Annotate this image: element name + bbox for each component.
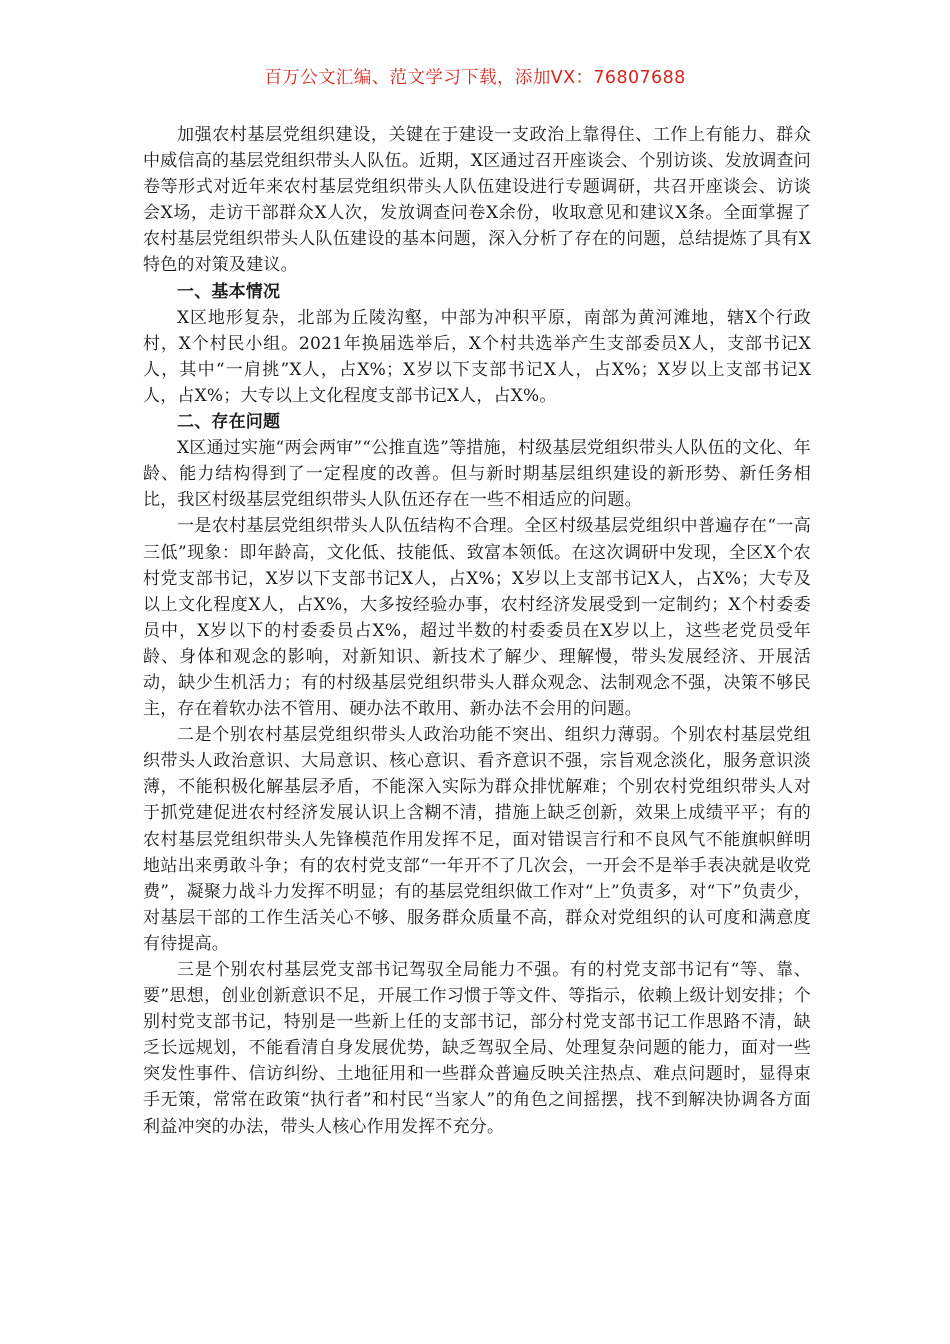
document-body [143,122,811,1140]
section-1-heading: 一、基本情况 [177,281,281,302]
problem-3-paragraph: 三是个别农村基层党支部书记驾驭全局能力不强。有的村党支部书记有“等、靠、要”思想，创业创新意识不足，开展工作习惯于等文件、等指示，依赖上级计划安排；个别村党支部书记，特别是一些新上任的支部书记，部分村党支部书记工作思路不清，缺乏长远规划，不能看清自身发展优势，缺乏驾驭全局、处理复杂问题的能力，面对一些突发性事件、信访纠纷、土地征用和一些群众普遍反映关注热点、难点问题时，显得束手无策，常常在政策“执行者”和村民“当家人”的角色之间摇摆，找不到解决协调各方面利益冲突的办法，带头人核心作用发挥不充分。 [143,960,811,1137]
section-2-heading: 二、存在问题 [177,412,281,433]
section-2-intro-paragraph: X区通过实施“两会两审”“公推直选”等措施，村级基层党组织带头人队伍的文化、年龄、能力结构得到了一定程度的改善。但与新时期基层组织建设的新形势、新任务相比，我区村级基层党组织带头人队伍还存在一些不相适应的问题。 [143,438,811,511]
problem-1-paragraph: 一是农村基层党组织带头人队伍结构不合理。全区村级基层党组织中普遍存在“一高三低”现象：即年龄高，文化低、技能低、致富本领低。在这次调研中发现，全区X个农村党支部书记，X岁以下支部书记X人，占X%；X岁以上支部书记X人，占X%；大专及以上文化程度X人，占X%，大多按经验办事，农村经济发展受到一定制约；X个村委委员中，X岁以下的村委委员占X%，超过半数的村委委员在X岁以上，这些老党员受年龄、身体和观念的影响，对新知识、新技术了解少、理解慢，带头发展经济、开展活动，缺少生机活力；有的村级基层党组织带头人群众观念、法制观念不强，决策不够民主，存在着软办法不管用、硬办法不敢用、新办法不会用的问题。 [143,516,811,720]
intro-paragraph: 加强农村基层党组织建设，关键在于建设一支政治上靠得住、工作上有能力、群众中威信高的基层党组织带头人队伍。近期，X区通过召开座谈会、个别访谈、发放调查问卷等形式对近年来农村基层党组织带头人队伍建设进行专题调研，共召开座谈会、访谈会X场，走访干部群众X人次，发放调查问卷X余份，收取意见和建议X条。全面掌握了农村基层党组织带头人队伍建设的基本问题，深入分析了存在的问题，总结提炼了具有X特色的对策及建议。 [143,125,811,276]
header-watermark: 百万公文汇编、范文学习下载，添加VX：76807688 [264,68,686,88]
problem-2-paragraph: 二是个别农村基层党组织带头人政治功能不突出、组织力薄弱。个别农村基层党组织带头人政治意识、大局意识、核心意识、看齐意识不强，宗旨观念淡化，服务意识淡薄，不能积极化解基层矛盾，不能深入实际为群众排忧解难；个别农村党组织带头人对于抓党建促进农村经济发展认识上含糊不清，措施上缺乏创新，效果上成绩平平；有的农村基层党组织带头人先锋模范作用发挥不足，面对错误言行和不良风气不能旗帜鲜明地站出来勇敢斗争；有的农村党支部“一年开不了几次会，一开会不是举手表决就是收党费”，凝聚力战斗力发挥不明显；有的基层党组织做工作对“上”负责多，对“下”负责少，对基层干部的工作生活关心不够、服务群众质量不高，群众对党组织的认可度和满意度有待提高。 [143,725,811,954]
section-1-paragraph: X区地形复杂，北部为丘陵沟壑，中部为冲积平原，南部为黄河滩地，辖X个行政村，X个村民小组。2021年换届选举后，X个村共选举产生支部委员X人，支部书记X人，其中“一肩挑”X人，占X%；X岁以下支部书记X人，占X%；X岁以上支部书记X人，占X%；大专以上文化程度支部书记X人，占X%。 [143,307,811,406]
